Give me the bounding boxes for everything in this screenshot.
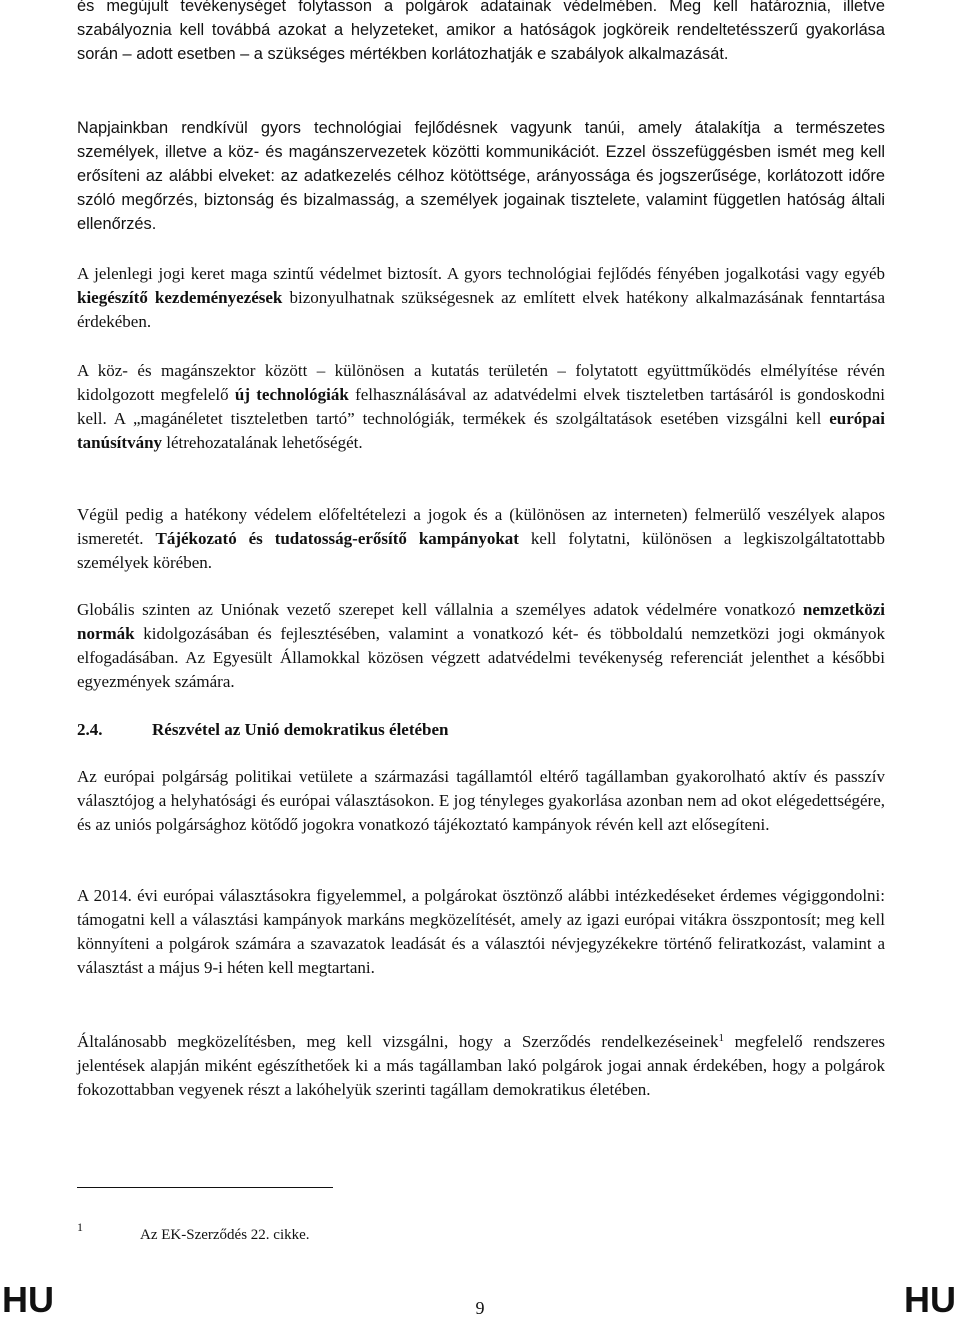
bold-international-norms: nemzetközi normák xyxy=(77,600,885,643)
page-number: 9 xyxy=(475,1298,485,1318)
bold-european-certificate: európai tanúsítvány xyxy=(77,409,885,452)
footer-language-code-left: HU xyxy=(2,1279,54,1320)
paragraph-new-technologies: A köz- és magánszektor között – különösen a kutatás területén – folytatott együttműködés elmélyítése révén kidolgozott megfelelő új technológiák felhasználásával az adatvédelmi elvek tiszteletben tartásáról is gondoskodni kell. A „magánéletet tiszteletben tartó” technológiák, termékek és szolgáltatások esetében vizsgálni kell európai tanúsítvány létrehozatalának lehetőségét. xyxy=(77,361,886,452)
paragraph-data-protection-authority: és megújult tevékenységet folytasson a polgárok adatainak védelmében. Meg kell határoznia, illetve szabályoznia kell továbbá azokat a helyzeteket, amikor a hatóságok jogköreik rendeltetésszerű gyakorlása során – adott esetben – a szükséges mértékben korlátozhatják e szabályok alkalmazását. xyxy=(77,0,885,63)
paragraph-2014-elections: A 2014. évi európai választásokra figyelemmel, a polgárokat ösztönző alábbi intézkedéseket érdemes végiggondolni: támogatni kell a választási kampányok markáns megközelítését, amely az igazi európai vitákra összpontosít; meg kell könnyíteni a polgárok számára a szavazatok leadását és a választói névjegyzékekre történő feliratkozást, valamint a választást a május 9-i héten kell megtartani. xyxy=(77,886,885,977)
bold-new-technologies: új technológiák xyxy=(234,385,349,404)
footnote-text: Az EK-Szerződés 22. cikke. xyxy=(140,1227,310,1243)
paragraph-awareness-campaigns: Végül pedig a hatékony védelem előfeltételezi a jogok és a (különösen az interneten) felmerülő veszélyek alapos ismeretét. Tájékozató és tudatosság-erősítő kampányokat kell folytatni, különösen a legkiszolgáltatottabb személyek körében. xyxy=(77,505,885,572)
paragraph-technology-principles: Napjainkban rendkívül gyors technológiai fejlődésnek vagyunk tanúi, amely átalakítja a természetes személyek, illetve a köz- és magánszervezetek közötti kommunikációt. Ezzel összefüggésben ismét meg kell erősíteni az alábbi elveket: az adatkezelés célhoz kötöttsége, arányossága és jogszerűsége, korlátozott időre szóló megőrzés, biztonság és bizalmasság, a személyek jogainak tisztelete, valamint független hatóság általi ellenőrzés. xyxy=(77,119,885,233)
section-title: Részvétel az Unió demokratikus életében xyxy=(152,720,449,739)
footnote xyxy=(77,1222,577,1252)
footnote-mark: 1 xyxy=(77,1220,83,1234)
paragraph-voting-rights: Az európai polgárság politikai vetülete a származási tagállamtól eltérő tagállamban gyakorolható aktív és passzív választójog a helyhatósági és európai választásokon. E jog tényleges gyakorlása azonban nem ad okot elégedettségére, és az uniós polgársághoz kötődő jogokra vonatkozó tájékoztató kampányok révén kell azt elősegíteni. xyxy=(77,767,885,834)
paragraph-global-standards: Globális szinten az Uniónak vezető szerepet kell vállalnia a személyes adatok védelmére vonatkozó nemzetközi normák kidolgozásában és fejlesztésében, valamint a vonatkozó két- és többoldalú nemzetközi jogi okmányok elfogadásában. Az Egyesült Államokkal közösen végzett adatvédelmi tevékenység referenciát jelenthet a későbbi egyezmények számára. xyxy=(77,600,885,691)
footnote-divider xyxy=(77,1187,333,1188)
paragraph-treaty-reports: Általánosabb megközelítésben, meg kell vizsgálni, hogy a Szerződés rendelkezéseinek$^1$ megfelelő rendszeres jelentések alapján miként egészíthetőek ki a más tagállamban lakó polgárok jogai annak érdekében, hogy a polgárok fokozottabban vegyenek részt a lakóhelyük szerinti tagállam demokratikus életében. xyxy=(77,1032,885,1099)
footer-language-code-right: HU xyxy=(904,1279,956,1320)
bold-supplementary-initiatives: kiegészítő kezdeményezések xyxy=(77,288,283,307)
footnote-reference[interactable]: 1 xyxy=(718,1032,724,1044)
section-number: 2.4. xyxy=(77,720,103,739)
bold-awareness-campaigns: Tájékozató és tudatosság-erősítő kampányokat xyxy=(155,529,519,548)
paragraph-legal-framework: A jelenlegi jogi keret maga szintű védelmet biztosít. A gyors technológiai fejlődés fényében jogalkotási vagy egyéb kiegészítő kezdeményezések bizonyulhatnak szükségesnek az említett elvek hatékony alkalmazásának fenntartása érdekében. xyxy=(77,264,885,331)
